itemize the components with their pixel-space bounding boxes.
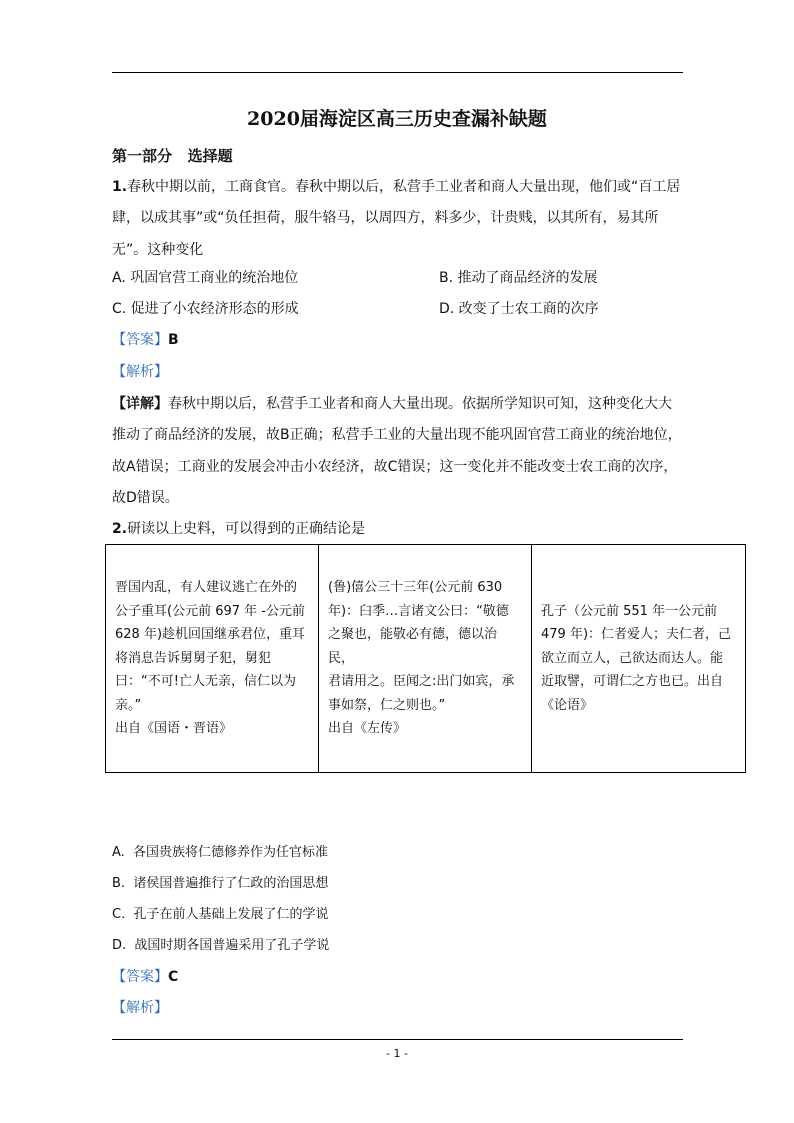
answer-tag: 【答案】 [112,969,168,985]
detail-line: 故A错误；工商业的发展会冲击小农经济，故C错误；这一变化并不能改变士农工商的次序， [112,458,678,475]
option-b: B. 诸侯国普遍推行了仁政的治国思想 [112,876,329,891]
option-c: C. 促进了小农经济形态的形成 [112,301,299,317]
header-rule [112,72,683,73]
source-line: 事如祭，仁之则也。” [328,697,446,713]
option-c: C. 孔子在前人基础上发展了仁的学说 [112,907,329,922]
source-line: 之聚也，能敬必有德，德以治民， [328,627,498,666]
section-heading: 第一部分 选择题 [112,147,233,165]
footer-rule [112,1039,683,1040]
stem-line: 无”。这种变化 [112,241,204,258]
source-line: 曰：“不可!亡人无亲，信仁以为 [115,674,296,690]
source-line: 近取譬，可谓仁之方也已。出自 [541,674,724,690]
source-line: 欲立而立人，己欲达而达人。能 [541,650,724,666]
source-cell-zuozhuan [319,545,532,773]
source-line: 年)：臼季…言诸文公曰：“敬德 [328,603,509,619]
detail-line: 春秋中期以后，私营手工业者和商人大量出现。依据所学知识可知，这种变化大大 [168,396,672,412]
answer-value: B [168,332,179,348]
option-d: D. 改变了士农工商的次序 [439,301,599,317]
source-cell-lunyu [532,545,746,773]
option-d: D. 战国时期各国普遍采用了孔子学说 [112,938,330,953]
page-title: 2020届海淀区高三历史查漏补缺题 [247,108,547,130]
page-number: - 1 - [386,1047,408,1060]
detail-tag: 【详解】 [112,396,168,412]
detail-line: 推动了商品经济的发展，故B正确；私营手工业的大量出现不能巩固官营工商业的统治地位， [112,427,682,444]
source-citation: 出自《左传》 [328,721,407,737]
source-line: 公子重耳(公元前 697 年 -公元前 [115,603,305,619]
detail-line: 故D错误。 [112,489,179,506]
source-line: 晋国内乱，有人建议逃亡在外的 [115,580,298,596]
source-line: 479 年)：仁者爱人；夫仁者，己 [541,627,732,643]
option-a: A. 各国贵族将仁德修养作为任官标准 [112,845,329,860]
answer-tag: 【答案】 [112,332,168,348]
stem-line: 肆，以成其事”或“负任担荷，服牛辂马，以周四方，料多少，计贵贱，以其所有，易其所 [112,210,659,227]
stem-line: 春秋中期以前，工商食官。春秋中期以后，私营手工业者和商人大量出现，他们或“百工居 [127,179,681,195]
source-cell-guoyu [106,545,319,773]
question-1-stem [112,172,684,266]
source-citation: 《论语》 [541,697,594,713]
source-citation: 出自《国语・晋语》 [115,721,233,737]
question-1-detail [112,389,684,514]
answer-line [112,967,178,987]
answer-line [112,330,179,350]
question-2-stem [112,519,365,539]
source-line: (鲁)僖公三十三年(公元前 630 [328,580,503,596]
option-a: A. 巩固官营工商业的统治地位 [112,270,299,286]
analysis-tag: 【解析】 [112,1000,168,1016]
source-line: 亲。” [115,697,142,713]
option-b: B. 推动了商品经济的发展 [439,270,598,286]
source-line: 君请用之。臣闻之:出门如宾，承 [328,674,515,690]
question-number: 1. [112,179,128,195]
analysis-tag: 【解析】 [112,364,168,380]
question-number: 2. [112,521,128,537]
source-line: 628 年)趁机回国继承君位，重耳 [115,627,306,643]
source-line: 孔子（公元前 551 年一公元前 [541,603,718,619]
source-table [105,544,746,773]
stem-text: 研读以上史料，可以得到的正确结论是 [127,521,366,537]
answer-value: C [168,969,179,985]
source-line: 将消息告诉舅舅子犯，舅犯 [115,650,272,666]
